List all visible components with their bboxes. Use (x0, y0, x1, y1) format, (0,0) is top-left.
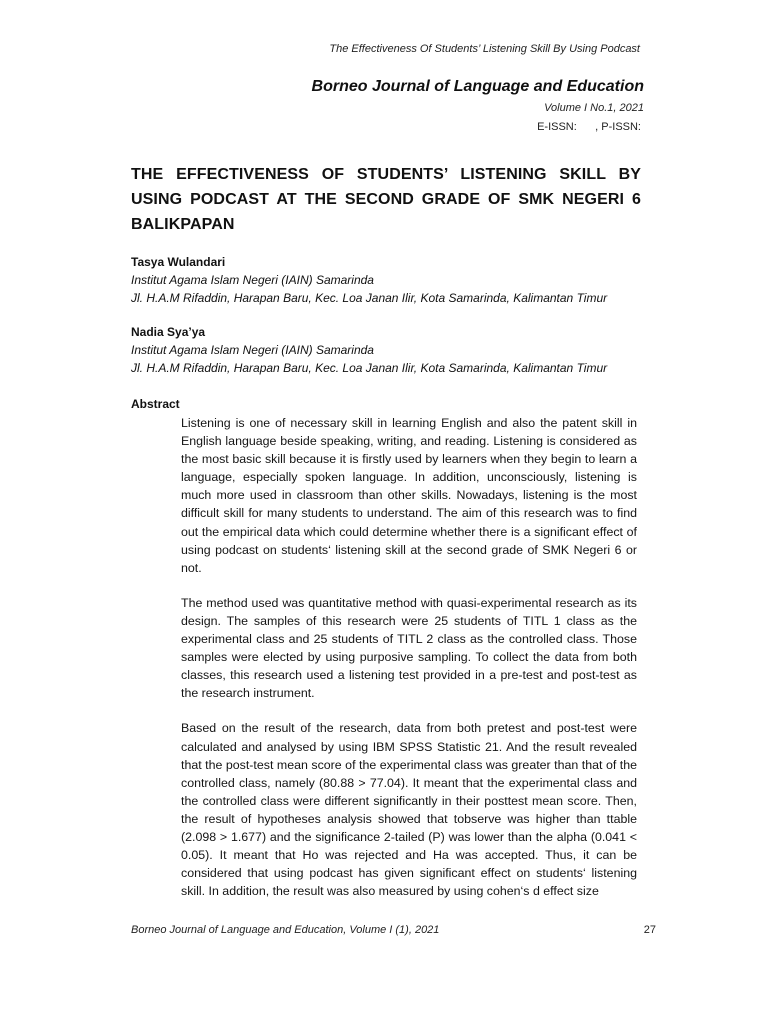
author-name: Nadia Sya’ya (131, 325, 206, 339)
author-block (131, 253, 607, 307)
abstract-heading: Abstract (131, 397, 180, 411)
abstract-paragraph: The method used was quantitative method with quasi-experimental research as its design. The samples of this research were 25 students of TITL 1 class as the experimental class and 25 students of TITL 2 class as the controlled class. Those samples were elected by using purposive sampling. To collect the data from both classes, this research used a listening test provided in a pre-test and post-test as the research instrument. (181, 595, 637, 701)
abstract-paragraph: Based on the result of the research, data from both pretest and post-test were calculated and analysed by using IBM SPSS Statistic 21. And the result revealed that the post-test mean score of the experimental class was greater than that of the controlled class, namely (80.88 > 77.04). It meant that the experimental class and the controlled class were different significantly in their posttest mean score. Then, the result of hypotheses analysis showed that tobserve was higher than ttable (2.098 > 1.677) and the significance 2-tailed (P) was lower than the alpha (0.041 < 0.05). It meant that Ho was rejected and Ha was accepted. Thus, it can be considered that using podcast has given significant effect on students‘ listening skill. In addition, the result was also measured by using cohen‘s d effect size (181, 721, 637, 899)
author-institution: Institut Agama Islam Negeri (IAIN) Samarinda (131, 273, 374, 287)
abstract-body (181, 414, 637, 917)
journal-name: Borneo Journal of Language and Education (311, 78, 644, 95)
author-name: Tasya Wulandari (131, 255, 226, 269)
footer-citation: Borneo Journal of Language and Education, Volume I (1), 2021 (131, 924, 440, 936)
author-institution: Institut Agama Islam Negeri (IAIN) Samarinda (131, 343, 374, 357)
page-number: 27 (643, 924, 656, 936)
author-block (131, 323, 607, 377)
running-title: The Effectiveness Of Students’ Listening Skill By Using Podcast (329, 43, 640, 55)
volume-info: Volume I No.1, 2021 (544, 102, 644, 114)
abstract-paragraph: Listening is one of necessary skill in learning English and also the patent skill in English language beside speaking, writing, and reading. Listening is considered as the most basic skill because it is firstly used by learners when they begin to learn a language, especially spoken language. In addition, unconsciously, listening is much more used in classroom than other skills. Nowadays, listening is the most difficult skill for many students to understand. The aim of this research was to find out the empirical data which could determine whether there is a significant effect of using podcast on students‘ listening skill at the second grade of SMK Negeri 6 or not. (181, 416, 637, 575)
author-address: Jl. H.A.M Rifaddin, Harapan Baru, Kec. Loa Janan Ilir, Kota Samarinda, Kalimantan Timur (131, 291, 608, 305)
issn-info: E-ISSN: , P-ISSN: (537, 121, 641, 133)
paper-title: THE EFFECTIVENESS OF STUDENTS’ LISTENING SKILL BY USING PODCAST AT THE SECOND GRADE OF SMK NEGERI 6 BALIKPAPAN (131, 166, 641, 233)
author-address: Jl. H.A.M Rifaddin, Harapan Baru, Kec. Loa Janan Ilir, Kota Samarinda, Kalimantan Timur (131, 361, 608, 375)
